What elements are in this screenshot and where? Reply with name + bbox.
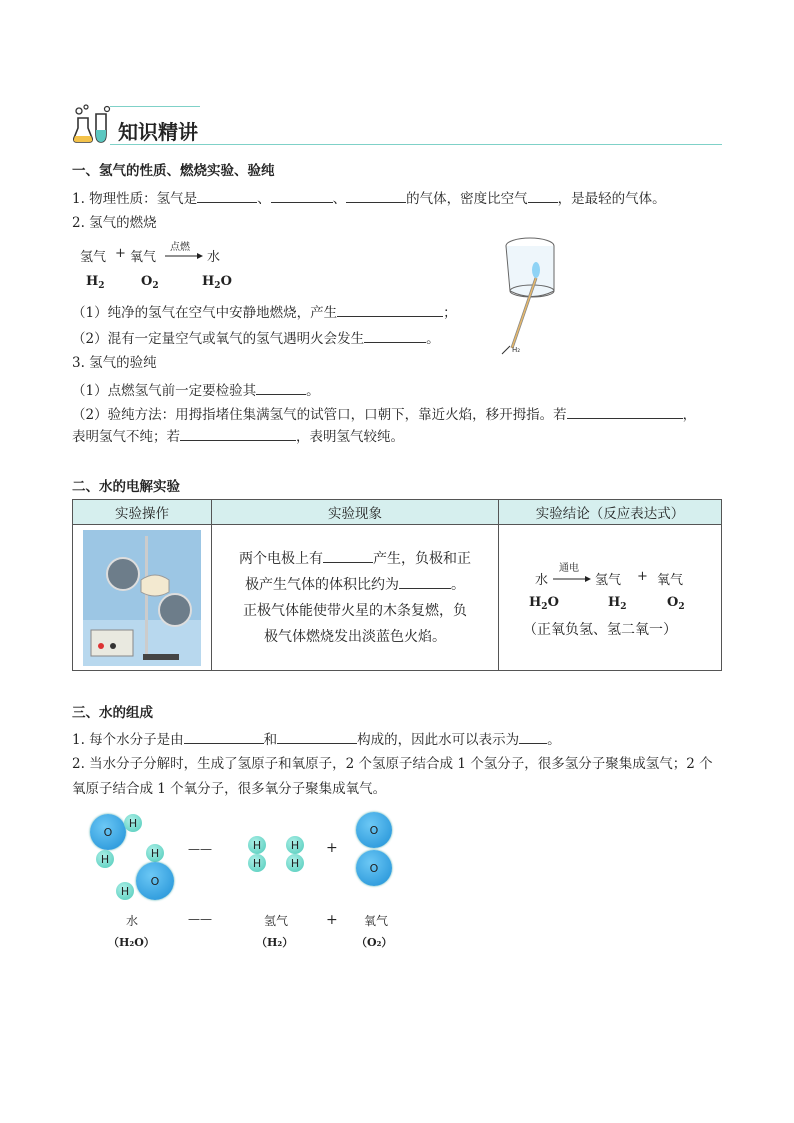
formula-water: （H₂O）: [108, 936, 155, 949]
oxygen-atom: O: [136, 862, 174, 900]
hydrogen-atom: H: [116, 882, 134, 900]
beaker-apparatus-image: [488, 236, 568, 366]
arrow-dash: ——: [188, 842, 212, 856]
oxygen-atom: O: [90, 814, 126, 850]
table-header: 实验结论（反应表达式）: [499, 500, 722, 525]
apparatus-label: H₂: [512, 346, 521, 354]
section3-heading: 三、水的组成: [72, 705, 153, 721]
pure-burning-line: （1）纯净的氢气在空气中安静地燃烧，产生 ；: [72, 302, 457, 322]
experiment-photo-cell: [73, 525, 212, 671]
purity-method-line: （2）验纯方法：用拇指堵住集满氢气的试管口，口朝下，靠近火焰，移开拇指。若 ，: [72, 404, 696, 424]
reaction-arrow-icon: [553, 575, 593, 583]
table-header: 实验现象: [212, 500, 499, 525]
combustion-equation: 氢气 + 氧气 点燃 水 $H_2$ $O_2$ $H_2O$: [80, 242, 232, 291]
formula-oxygen: （O₂）: [356, 936, 393, 949]
flask-icon: [72, 104, 112, 144]
arrow-dash: ——: [188, 912, 212, 926]
purity-heading: 3. 氢气的验纯: [72, 355, 157, 371]
hydrogen-atom: H: [286, 854, 304, 872]
decomposition-line-1: 2. 当水分子分解时，生成了氢原子和氧原子，2 个氢原子结合成 1 个氢分子，很多氢分子聚集成氢气；2 个: [72, 756, 713, 772]
oxygen-atom: O: [356, 812, 392, 848]
section-header: [72, 104, 722, 148]
combustion-heading: 2. 氢气的燃烧: [72, 215, 157, 231]
electrolysis-table: [72, 499, 722, 671]
hydrogen-atom: H: [124, 814, 142, 832]
section2-heading: 二、水的电解实验: [72, 479, 180, 495]
oxygen-atom: O: [356, 850, 392, 886]
electrolysis-photo: [83, 530, 201, 666]
explosion-line: （2）混有一定量空气或氧气的氢气遇明火会发生 。: [72, 328, 440, 348]
purity-result-line: 表明氢气不纯；若 ，表明氢气较纯。: [72, 426, 404, 446]
hydrogen-atom: H: [248, 836, 266, 854]
conclusion-cell: 水 通电 氢气 + 氧气 $H_2O$ $H_2$ $O_2$ （正氧负氢、氢二氧一）: [499, 525, 722, 671]
label-water: 水: [126, 914, 139, 928]
table-row: [73, 525, 722, 671]
plus-sign: +: [326, 912, 338, 928]
label-oxygen: 氧气: [364, 914, 389, 928]
plus-sign: +: [326, 840, 338, 856]
reaction-arrow-icon: [165, 252, 205, 260]
hydrogen-atom: H: [248, 854, 266, 872]
hydrogen-atom: H: [96, 850, 114, 868]
phenomenon-cell: 两个电极上有 产生，负极和正 极产生气体的体积比约为 。 正极气体能使带火星的木条复燃，负 极气体燃烧发出淡蓝色火焰。: [212, 525, 499, 671]
hydrogen-atom: H: [146, 844, 164, 862]
purity-check-line: （1）点燃氢气前一定要检验其 。: [72, 380, 320, 400]
molecule-diagram: [80, 808, 410, 958]
hydrogen-atom: H: [286, 836, 304, 854]
decomposition-line-2: 氧原子结合成 1 个氧分子，很多氧分子聚集成氧气。: [72, 781, 387, 797]
formula-hydrogen: （H₂）: [256, 936, 294, 949]
label-hydrogen: 氢气: [264, 914, 289, 928]
table-header: 实验操作: [73, 500, 212, 525]
water-molecule-line: 1. 每个水分子是由 和 构成的，因此水可以表示为 。: [72, 729, 561, 749]
section1-heading: 一、氢气的性质、燃烧实验、验纯: [72, 163, 275, 179]
table-header-row: [73, 500, 722, 525]
physical-properties-line: 1. 物理性质：氢气是 、 、 的气体，密度比空气 ，是最轻的气体。: [72, 188, 666, 208]
page-title: 知识精讲: [118, 120, 198, 144]
